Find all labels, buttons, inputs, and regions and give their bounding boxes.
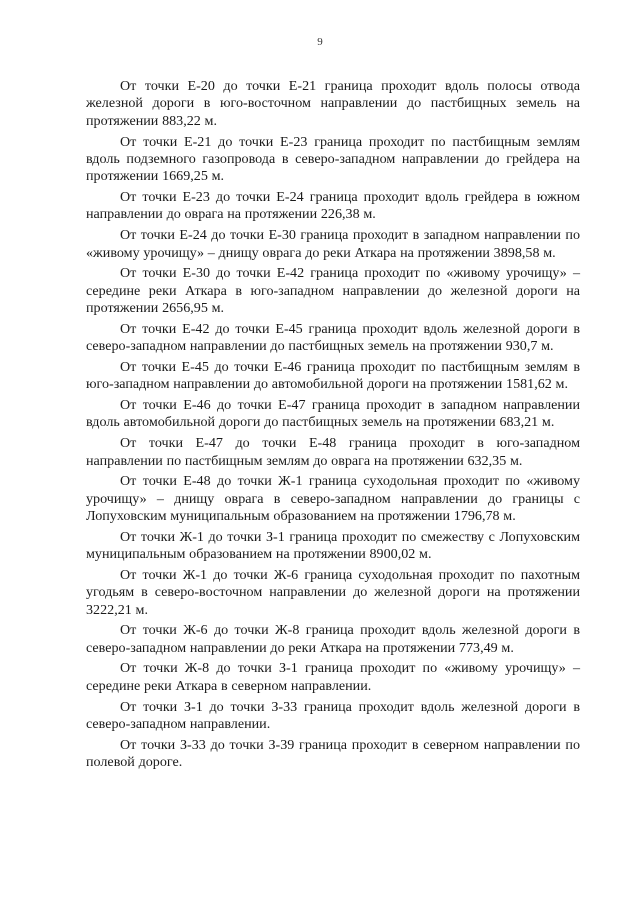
paragraph-e45-e46: От точки Е-45 до точки Е-46 граница проходит по пастбищным землям в юго-западном направлении до автомобильной дороги на протяжении 1581,62 м. [86,358,580,393]
paragraph-e47-e48: От точки Е-47 до точки Е-48 граница проходит в юго-западном направлении по пастбищным землям до оврага на протяжении 632,35 м. [86,435,580,469]
paragraph-zh1-zh6: От точки Ж-1 до точки Ж-6 граница суходольная проходит по пахотным угодьям в северо-восточном направлении до железной дороги на протяжении 3222,21 м. [86,566,580,618]
paragraph-zh8-z1: От точки Ж-8 до точки З-1 граница проходит по «живому урочищу» – середине реки Аткара в северном направлении. [86,660,580,694]
paragraph-e24-e30: От точки Е-24 до точки Е-30 граница проходит в западном направлении по «живому урочищу» – днищу оврага до реки Аткара на протяжении 3898,58 м. [86,227,580,261]
page-number: 9 [317,36,323,48]
paragraph-z33-z39: От точки З-33 до точки З-39 граница проходит в северном направлении по полевой дороге. [86,736,580,771]
paragraph-zh1-z1: От точки Ж-1 до точки З-1 граница проходит по смежеству с Лопуховским муниципальным образованием на протяжении 8900,02 м. [86,528,580,563]
paragraph-e23-e24: От точки Е-23 до точки Е-24 граница проходит вдоль грейдера в южном направлении до оврага на протяжении 226,38 м. [86,189,580,223]
paragraph-e46-e47: От точки Е-46 до точки Е-47 граница проходит в западном направлении вдоль автомобильной дороги до пастбищных земель на протяжении 683,21 м. [86,396,580,431]
paragraph-e42-e45: От точки Е-42 до точки Е-45 граница проходит вдоль железной дороги в северо-западном направлении до пастбищных земель на протяжении 930,7 м. [86,320,580,355]
paragraph-z1-z33: От точки З-1 до точки З-33 граница проходит вдоль железной дороги в северо-западном направлении. [86,698,580,732]
paragraph-e21-e23: От точки Е-21 до точки Е-23 граница проходит по пастбищным землям вдоль подземного газопровода в северо-западном направлении до грейдера на протяжении 1669,25 м. [86,133,580,185]
paragraph-e48-zh1: От точки Е-48 до точки Ж-1 граница суходольная проходит по «живому урочищу» – днищу оврага в северо-западном направлении до границы с Лопуховским муниципальным образованием на протяжении 1796,78 м. [86,473,580,525]
paragraph-e30-e42: От точки Е-30 до точки Е-42 граница проходит по «живому урочищу» – середине реки Аткара в юго-западном направлении до железной дороги на протяжении 2656,95 м. [86,265,580,317]
paragraph-e20-e21: От точки Е-20 до точки Е-21 граница проходит вдоль полосы отвода железной дороги в юго-восточном направлении до пастбищных земель на протяжении 883,22 м. [86,78,580,129]
paragraph-zh6-zh8: От точки Ж-6 до точки Ж-8 граница проходит вдоль железной дороги в северо-западном направлении до реки Аткара на протяжении 773,49 м. [86,622,580,656]
document-body [86,78,580,775]
